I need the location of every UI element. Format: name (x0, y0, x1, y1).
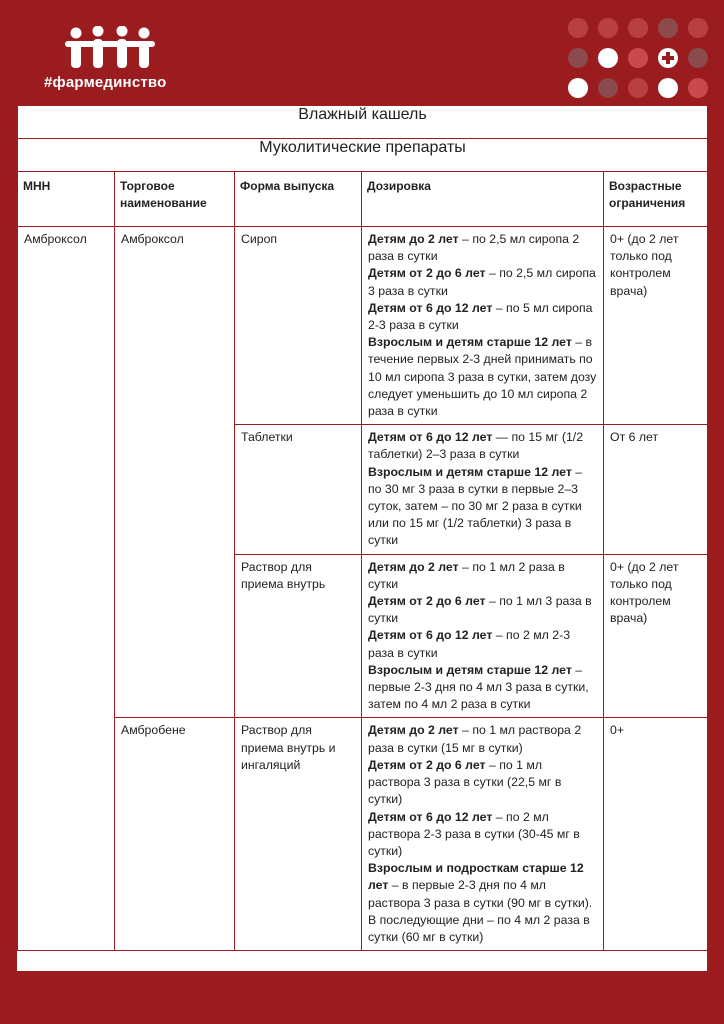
dosage-line (368, 860, 597, 946)
header-row (18, 172, 708, 227)
dosage-group: Детям от 6 до 12 лет (368, 430, 493, 445)
dosage-group: Детям от 2 до 6 лет (368, 266, 486, 281)
dosage-cell (362, 425, 604, 554)
decor-dot (658, 18, 678, 38)
decor-dot (628, 78, 648, 98)
dosage-line (368, 627, 597, 661)
dosage-line (368, 265, 597, 299)
table-row (18, 227, 708, 425)
table-body (18, 227, 708, 951)
header-age: Возрастные ограничения (604, 172, 708, 227)
dosage-text: — по 15 мг (1/2 таблетки) 2–3 раза в сутки (368, 430, 584, 462)
dosage-text: – первые 2-3 дня по 4 мл 3 раза в сутки, затем по 4 мл 2 раза в сутки (368, 662, 589, 712)
brand-hashtag: #фармединство (44, 74, 167, 91)
header-mnn: МНН (18, 172, 115, 227)
table-row (18, 718, 708, 951)
decorative-dots (566, 14, 716, 98)
decor-dot (598, 78, 618, 98)
dosage-group: Детям от 6 до 12 лет (368, 628, 493, 643)
table-subtitle: Муколитические препараты (18, 139, 708, 172)
decor-dot (568, 48, 588, 68)
dosage-line (368, 334, 597, 420)
age-cell: 0+ (до 2 лет только под контролем врача) (604, 554, 708, 718)
header-form: Форма выпуска (235, 172, 362, 227)
decor-dot (628, 48, 648, 68)
dosage-text: – по 1 мл раствора 3 раза в сутки (22,5 мг в сутки) (368, 757, 562, 807)
dosage-group: Детям от 2 до 6 лет (368, 757, 486, 772)
dosage-text: – в первые 2-3 дня по 4 мл раствора 3 раза в сутки (90 мг в сутки). В последующие дни – по 4 мл 2 раза в сутки (60 мг в сутки) (368, 878, 593, 944)
dosage-line (368, 757, 597, 809)
dosage-cell (362, 554, 604, 718)
dosage-line (368, 464, 597, 550)
dosage-text: – по 2,5 мл сиропа 2 раза в сутки (368, 232, 580, 264)
dosage-text: – по 1 мл раствора 2 раза в сутки (15 мг в сутки) (368, 723, 582, 755)
dosage-line (368, 809, 597, 861)
dosage-group: Взрослым и детям старше 12 лет (368, 335, 572, 350)
form-cell: Таблетки (235, 425, 362, 554)
form-cell: Раствор для приема внутрь (235, 554, 362, 718)
people-group-icon (62, 26, 158, 70)
dosage-cell (362, 227, 604, 425)
decor-dot (568, 18, 588, 38)
document-page (17, 105, 707, 971)
drug-table (17, 105, 707, 951)
form-cell: Сироп (235, 227, 362, 425)
dosage-text: – в течение первых 2-3 дней принимать по 10 мл сиропа 3 раза в сутки, затем дозу следует уменьшить до 10 мл сиропа 2 раза в сутки (368, 335, 597, 419)
dosage-text: – по 5 мл сиропа 2-3 раза в сутки (368, 300, 593, 333)
dosage-group: Взрослым и подросткам старше 12 лет (368, 861, 584, 893)
subtitle-row (18, 139, 708, 172)
dosage-line (368, 662, 597, 714)
dosage-text: – по 1 мл 3 раза в сутки (368, 594, 592, 626)
dosage-group: Детям до 2 лет (368, 559, 459, 574)
dosage-group: Взрослым и детям старше 12 лет (368, 464, 572, 479)
dosage-line (368, 593, 597, 627)
dosage-group: Детям от 2 до 6 лет (368, 594, 486, 609)
age-cell: От 6 лет (604, 425, 708, 554)
decor-dot (688, 78, 708, 98)
header-dose: Дозировка (362, 172, 604, 227)
dosage-line (368, 231, 597, 265)
dosage-text: – по 2,5 мл сиропа 3 раза в сутки (368, 266, 596, 298)
medical-cross-icon (658, 48, 678, 68)
dosage-text: – по 1 мл 2 раза в сутки (368, 559, 565, 591)
dosage-text: – по 2 мл раствора 2-3 раза в сутки (30-45 мг в сутки) (368, 809, 580, 858)
dosage-text: – по 30 мг 3 раза в сутки в первые 2–3 суток, затем – по 30 мг 2 раза в сутки или по 15 мг (1/2 таблетки) 3 раза в сутки (368, 464, 583, 548)
dosage-line (368, 722, 597, 756)
mnn-cell: Амброксол (18, 227, 115, 951)
decor-dot (598, 48, 618, 68)
dosage-cell (362, 718, 604, 951)
trade-name-cell: Амбробене (115, 718, 235, 951)
decor-dot (688, 18, 708, 38)
dosage-text: – по 2 мл 2-3 раза в сутки (368, 628, 571, 660)
dosage-line (368, 559, 597, 593)
age-cell: 0+ (до 2 лет только под контролем врача) (604, 227, 708, 425)
dosage-group: Детям от 6 до 12 лет (368, 300, 493, 315)
table-title: Влажный кашель (18, 106, 708, 139)
header-trade: Торговое наименование (115, 172, 235, 227)
decor-dot (598, 18, 618, 38)
dosage-group: Детям до 2 лет (368, 232, 459, 246)
age-cell: 0+ (604, 718, 708, 951)
trade-name-cell: Амброксол (115, 227, 235, 718)
decor-dot (688, 48, 708, 68)
dosage-line (368, 429, 597, 463)
brand-logo (44, 26, 174, 94)
decor-dot (658, 78, 678, 98)
form-cell: Раствор для приема внутрь и ингаляций (235, 718, 362, 951)
dosage-group: Детям от 6 до 12 лет (368, 809, 493, 824)
dosage-group: Взрослым и детям старше 12 лет (368, 662, 572, 677)
decor-dot (568, 78, 588, 98)
title-row (18, 106, 708, 139)
decor-dot (628, 18, 648, 38)
dosage-line (368, 300, 597, 334)
dosage-group: Детям до 2 лет (368, 723, 459, 738)
